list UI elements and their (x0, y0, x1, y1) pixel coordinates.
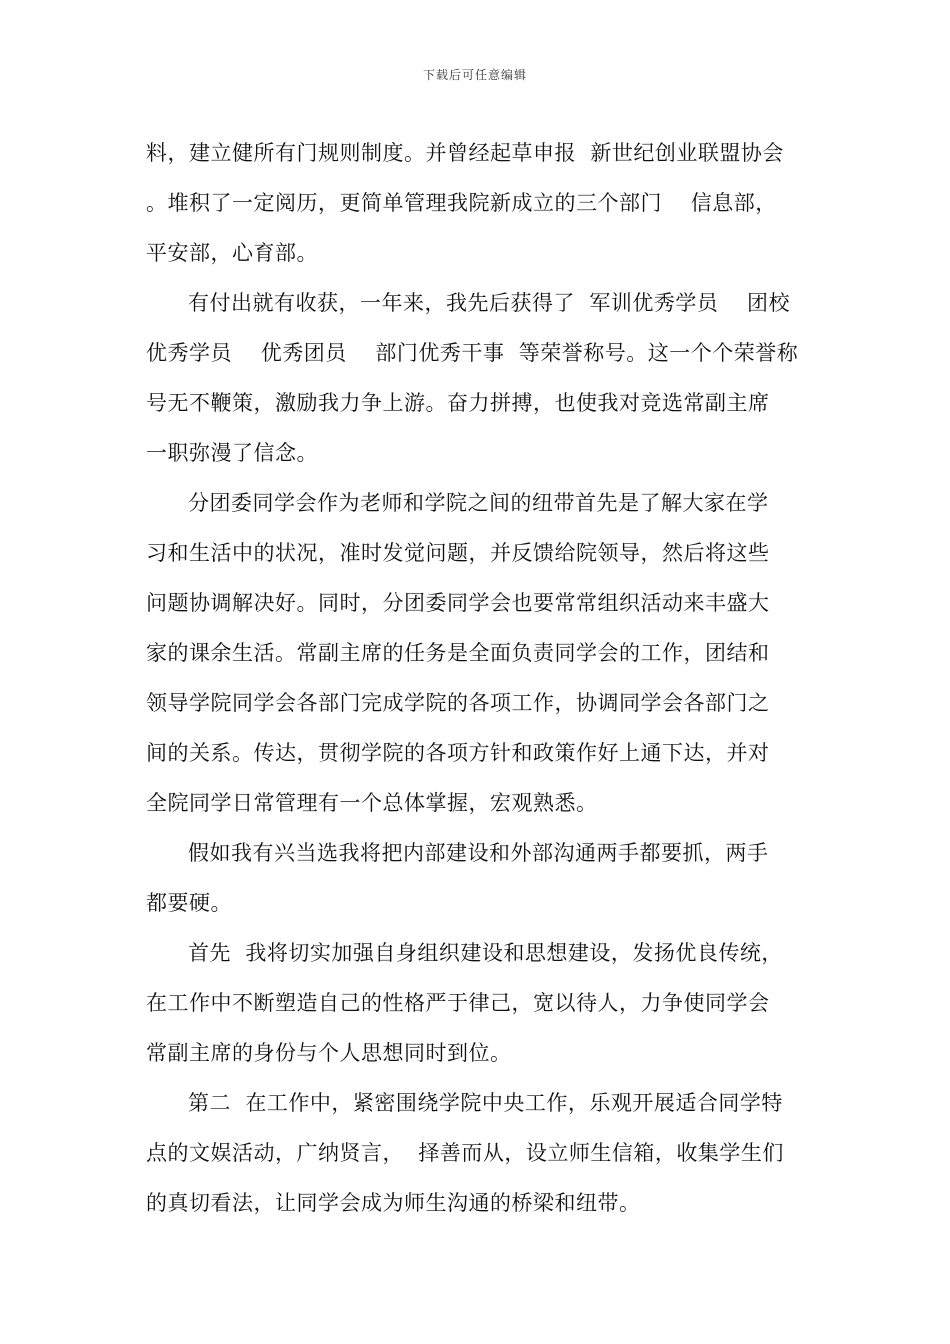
text-line: 有付出就有收获，一年来，我先后获得了 军训优秀学员 团校 (188, 291, 791, 315)
text-line: 都要硬。 (146, 891, 232, 915)
text-line: 习和生活中的状况，准时发觉问题，并反馈给院领导，然后将这些 (146, 541, 770, 565)
paragraph-3 (146, 478, 806, 828)
paragraph-1 (146, 128, 806, 278)
text-line: 。堆积了一定阅历，更简单管理我院新成立的三个部门 信息部， (146, 191, 777, 215)
paragraph-5 (146, 928, 806, 1078)
text-line: 点的文娱活动，广纳贤言， 择善而从，设立师生信箱，收集学生们 (146, 1141, 784, 1165)
text-line: 的真切看法，让同学会成为师生沟通的桥梁和纽带。 (146, 1191, 641, 1215)
text-line: 问题协调解决好。同时，分团委同学会也要常常组织活动来丰盛大 (146, 591, 770, 615)
text-line: 领导学院同学会各部门完成学院的各项工作，协调同学会各部门之 (146, 691, 770, 715)
text-line: 假如我有兴当选我将把内部建设和外部沟通两手都要抓，两手 (188, 841, 769, 865)
text-line: 全院同学日常管理有一个总体掌握，宏观熟悉。 (146, 791, 598, 815)
page-header: 下载后可任意编辑 (422, 68, 527, 82)
text-line: 号无不鞭策，激励我力争上游。奋力拼搏，也使我对竞选常副主席 (146, 391, 770, 415)
text-line: 料，建立健所有门规则制度。并曾经起草申报 新世纪创业联盟协会 (146, 141, 784, 165)
text-line: 平安部，心育部。 (146, 241, 318, 265)
document-body (146, 128, 806, 1228)
text-line: 第二 在工作中，紧密围绕学院中央工作，乐观开展适合同学特 (188, 1091, 783, 1115)
text-line: 家的课余生活。常副主席的任务是全面负责同学会的工作，团结和 (146, 641, 770, 665)
text-line: 分团委同学会作为老师和学院之间的纽带首先是了解大家在学 (188, 491, 769, 515)
paragraph-6 (146, 1078, 806, 1228)
text-line: 在工作中不断塑造自己的性格严于律己，宽以待人，力争使同学会 (146, 991, 770, 1015)
text-line: 优秀学员 优秀团员 部门优秀干事 等荣誉称号。这一个个荣誉称 (146, 341, 799, 365)
text-line: 常副主席的身份与个人思想同时到位。 (146, 1041, 512, 1065)
text-line: 间的关系。传达，贯彻学院的各项方针和政策作好上通下达，并对 (146, 741, 770, 765)
text-line: 首先 我将切实加强自身组织建设和思想建设，发扬优良传统， (188, 941, 783, 965)
text-line: 一职弥漫了信念。 (146, 441, 318, 465)
paragraph-4 (146, 828, 806, 928)
paragraph-2 (146, 278, 806, 478)
